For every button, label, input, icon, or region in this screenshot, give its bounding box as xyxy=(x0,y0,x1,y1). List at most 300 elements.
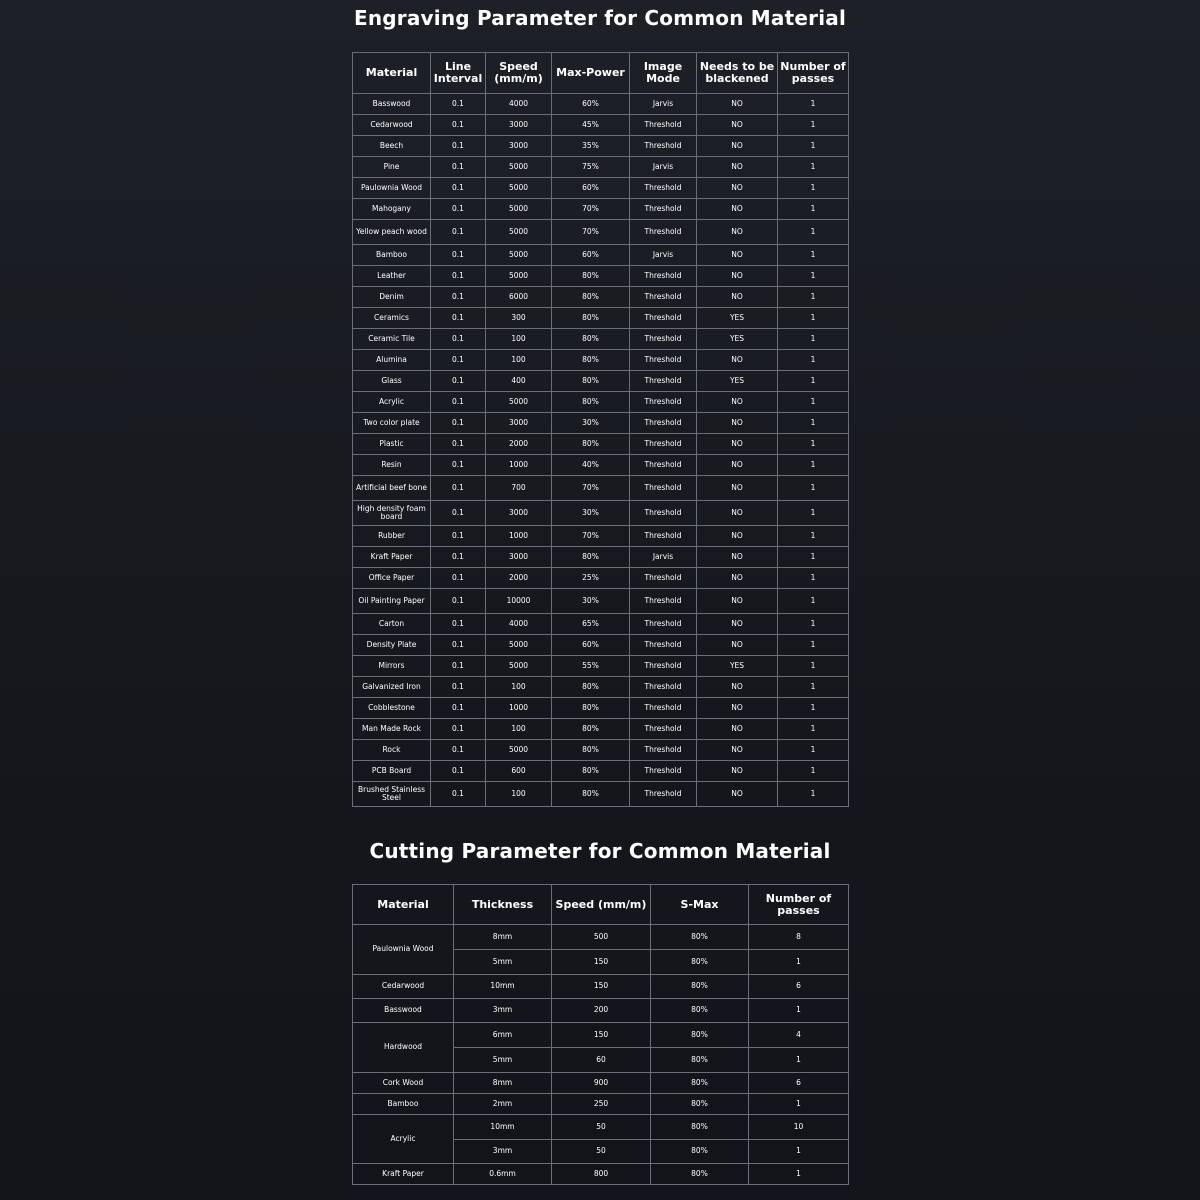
cell-line-interval: 0.1 xyxy=(431,392,486,413)
table-row xyxy=(353,526,849,547)
cell-number-of-passes: 1 xyxy=(778,434,849,455)
cell-number-of-passes: 1 xyxy=(778,266,849,287)
cell-number-of-passes: 1 xyxy=(778,115,849,136)
cell-number-of-passes: 1 xyxy=(778,614,849,635)
cell-material: Glass xyxy=(353,371,431,392)
cell-number-of-passes: 6 xyxy=(749,975,849,999)
cell-max-power: 60% xyxy=(552,178,630,199)
table-row xyxy=(353,614,849,635)
cell-needs-blackened: NO xyxy=(697,455,778,476)
cell-image-mode: Threshold xyxy=(630,656,697,677)
cell-image-mode: Threshold xyxy=(630,740,697,761)
cell-needs-blackened: NO xyxy=(697,115,778,136)
cell-material: Resin xyxy=(353,455,431,476)
cell-max-power: 30% xyxy=(552,589,630,614)
table-row xyxy=(353,568,849,589)
cell-material: Brushed Stainless Steel xyxy=(353,782,431,807)
header-needs-blackened: Needs to be blackened xyxy=(697,53,778,94)
cell-s-max: 80% xyxy=(651,999,749,1023)
cell-speed: 50 xyxy=(552,1115,651,1140)
table-row xyxy=(353,94,849,115)
cell-speed: 5000 xyxy=(486,220,552,245)
cell-thickness: 10mm xyxy=(454,1115,552,1140)
cell-s-max: 80% xyxy=(651,1023,749,1048)
cell-line-interval: 0.1 xyxy=(431,329,486,350)
cell-number-of-passes: 1 xyxy=(778,740,849,761)
cell-speed: 100 xyxy=(486,350,552,371)
cell-line-interval: 0.1 xyxy=(431,635,486,656)
table-row xyxy=(353,245,849,266)
cell-needs-blackened: NO xyxy=(697,245,778,266)
cell-needs-blackened: NO xyxy=(697,392,778,413)
cell-number-of-passes: 1 xyxy=(778,308,849,329)
table-row xyxy=(353,178,849,199)
table-row xyxy=(353,1094,849,1115)
cell-image-mode: Threshold xyxy=(630,761,697,782)
cell-max-power: 80% xyxy=(552,740,630,761)
cell-max-power: 30% xyxy=(552,501,630,526)
table-row xyxy=(353,1023,849,1048)
table-row xyxy=(353,476,849,501)
cell-material: Bamboo xyxy=(353,245,431,266)
cell-s-max: 80% xyxy=(651,1115,749,1140)
cell-number-of-passes: 1 xyxy=(778,245,849,266)
cell-material: Alumina xyxy=(353,350,431,371)
cell-number-of-passes: 1 xyxy=(778,476,849,501)
header-speed: Speed (mm/m) xyxy=(486,53,552,94)
table-row xyxy=(353,975,849,999)
cell-material: Acrylic xyxy=(353,392,431,413)
cell-material: Pine xyxy=(353,157,431,178)
cell-image-mode: Threshold xyxy=(630,329,697,350)
cell-thickness: 10mm xyxy=(454,975,552,999)
cell-max-power: 80% xyxy=(552,350,630,371)
cell-material: Carton xyxy=(353,614,431,635)
table-row xyxy=(353,677,849,698)
cell-speed: 100 xyxy=(486,719,552,740)
cell-max-power: 35% xyxy=(552,136,630,157)
cell-speed: 500 xyxy=(552,925,651,950)
cell-number-of-passes: 1 xyxy=(778,698,849,719)
cell-max-power: 70% xyxy=(552,199,630,220)
cell-s-max: 80% xyxy=(651,1140,749,1164)
cell-needs-blackened: NO xyxy=(697,740,778,761)
cell-material: Galvanized Iron xyxy=(353,677,431,698)
table-row xyxy=(353,220,849,245)
header-s-max: S-Max xyxy=(651,885,749,925)
cell-line-interval: 0.1 xyxy=(431,308,486,329)
cell-number-of-passes: 1 xyxy=(778,287,849,308)
cell-speed: 3000 xyxy=(486,115,552,136)
cell-speed: 5000 xyxy=(486,178,552,199)
cell-speed: 50 xyxy=(552,1140,651,1164)
cell-needs-blackened: NO xyxy=(697,526,778,547)
cell-thickness: 3mm xyxy=(454,1140,552,1164)
header-number-of-passes: Number of passes xyxy=(778,53,849,94)
table-row xyxy=(353,136,849,157)
cell-material: Acrylic xyxy=(353,1115,454,1164)
cell-max-power: 80% xyxy=(552,698,630,719)
cell-image-mode: Threshold xyxy=(630,677,697,698)
cell-number-of-passes: 1 xyxy=(778,350,849,371)
cell-speed: 700 xyxy=(486,476,552,501)
cell-number-of-passes: 1 xyxy=(778,526,849,547)
cell-image-mode: Threshold xyxy=(630,350,697,371)
cell-material: Oil Painting Paper xyxy=(353,589,431,614)
cell-material: Hardwood xyxy=(353,1023,454,1073)
cell-image-mode: Threshold xyxy=(630,136,697,157)
cutting-title: Cutting Parameter for Common Material xyxy=(369,839,831,863)
cell-max-power: 70% xyxy=(552,526,630,547)
cell-needs-blackened: YES xyxy=(697,371,778,392)
cell-max-power: 80% xyxy=(552,782,630,807)
table-row xyxy=(353,698,849,719)
cell-material: Cedarwood xyxy=(353,975,454,999)
cell-line-interval: 0.1 xyxy=(431,413,486,434)
cutting-parameter-table xyxy=(352,884,849,1185)
cell-speed: 150 xyxy=(552,1023,651,1048)
cell-speed: 5000 xyxy=(486,245,552,266)
cell-material: Man Made Rock xyxy=(353,719,431,740)
table-row xyxy=(353,157,849,178)
cell-speed: 150 xyxy=(552,975,651,999)
cell-max-power: 80% xyxy=(552,329,630,350)
cell-number-of-passes: 1 xyxy=(749,950,849,975)
cell-number-of-passes: 1 xyxy=(778,782,849,807)
cell-speed: 900 xyxy=(552,1073,651,1094)
cell-needs-blackened: NO xyxy=(697,266,778,287)
cell-material: Cedarwood xyxy=(353,115,431,136)
table-row xyxy=(353,308,849,329)
cell-speed: 2000 xyxy=(486,434,552,455)
cell-number-of-passes: 1 xyxy=(778,455,849,476)
cell-needs-blackened: NO xyxy=(697,157,778,178)
cell-number-of-passes: 1 xyxy=(778,178,849,199)
cell-s-max: 80% xyxy=(651,975,749,999)
cell-needs-blackened: NO xyxy=(697,782,778,807)
cell-line-interval: 0.1 xyxy=(431,501,486,526)
cell-line-interval: 0.1 xyxy=(431,526,486,547)
cell-max-power: 60% xyxy=(552,94,630,115)
cell-number-of-passes: 1 xyxy=(778,677,849,698)
cell-number-of-passes: 1 xyxy=(749,1164,849,1185)
cell-material: Paulownia Wood xyxy=(353,925,454,975)
cell-number-of-passes: 1 xyxy=(778,568,849,589)
cell-material: High density foam board xyxy=(353,501,431,526)
cell-image-mode: Jarvis xyxy=(630,157,697,178)
cell-number-of-passes: 1 xyxy=(778,547,849,568)
cell-speed: 5000 xyxy=(486,199,552,220)
cell-number-of-passes: 1 xyxy=(778,413,849,434)
cell-line-interval: 0.1 xyxy=(431,371,486,392)
cell-image-mode: Threshold xyxy=(630,178,697,199)
header-thickness: Thickness xyxy=(454,885,552,925)
table-row xyxy=(353,329,849,350)
cell-max-power: 60% xyxy=(552,635,630,656)
cell-material: Cork Wood xyxy=(353,1073,454,1094)
cell-material: Kraft Paper xyxy=(353,547,431,568)
cell-line-interval: 0.1 xyxy=(431,589,486,614)
cell-image-mode: Threshold xyxy=(630,526,697,547)
table-row xyxy=(353,392,849,413)
table-row xyxy=(353,350,849,371)
cell-max-power: 80% xyxy=(552,287,630,308)
cell-material: Ceramic Tile xyxy=(353,329,431,350)
cell-needs-blackened: NO xyxy=(697,501,778,526)
cell-number-of-passes: 1 xyxy=(778,94,849,115)
cell-max-power: 80% xyxy=(552,266,630,287)
cell-number-of-passes: 8 xyxy=(749,925,849,950)
cell-number-of-passes: 1 xyxy=(778,501,849,526)
table-row xyxy=(353,434,849,455)
cell-needs-blackened: NO xyxy=(697,761,778,782)
cell-material: Rubber xyxy=(353,526,431,547)
cell-speed: 2000 xyxy=(486,568,552,589)
cell-max-power: 70% xyxy=(552,476,630,501)
cell-needs-blackened: NO xyxy=(697,136,778,157)
cell-speed: 300 xyxy=(486,308,552,329)
cell-needs-blackened: NO xyxy=(697,719,778,740)
cell-material: Two color plate xyxy=(353,413,431,434)
header-speed: Speed (mm/m) xyxy=(552,885,651,925)
header-number-of-passes: Number of passes xyxy=(749,885,849,925)
table-row xyxy=(353,1164,849,1185)
header-material: Material xyxy=(353,885,454,925)
cell-speed: 1000 xyxy=(486,455,552,476)
cell-speed: 3000 xyxy=(486,136,552,157)
cell-thickness: 8mm xyxy=(454,925,552,950)
cell-speed: 100 xyxy=(486,329,552,350)
table-row xyxy=(353,266,849,287)
cell-speed: 6000 xyxy=(486,287,552,308)
cell-s-max: 80% xyxy=(651,1164,749,1185)
cell-max-power: 30% xyxy=(552,413,630,434)
cell-needs-blackened: NO xyxy=(697,220,778,245)
cell-speed: 5000 xyxy=(486,635,552,656)
cell-material: PCB Board xyxy=(353,761,431,782)
cell-image-mode: Jarvis xyxy=(630,245,697,266)
cell-needs-blackened: YES xyxy=(697,329,778,350)
cell-line-interval: 0.1 xyxy=(431,761,486,782)
cell-line-interval: 0.1 xyxy=(431,94,486,115)
cell-image-mode: Threshold xyxy=(630,698,697,719)
cell-max-power: 80% xyxy=(552,308,630,329)
cell-line-interval: 0.1 xyxy=(431,136,486,157)
cell-speed: 800 xyxy=(552,1164,651,1185)
cell-image-mode: Threshold xyxy=(630,455,697,476)
cell-line-interval: 0.1 xyxy=(431,266,486,287)
cell-speed: 4000 xyxy=(486,94,552,115)
cell-speed: 5000 xyxy=(486,392,552,413)
cell-thickness: 3mm xyxy=(454,999,552,1023)
cell-max-power: 45% xyxy=(552,115,630,136)
table-row xyxy=(353,925,849,950)
cell-material: Mahogany xyxy=(353,199,431,220)
cell-speed: 5000 xyxy=(486,656,552,677)
cell-number-of-passes: 1 xyxy=(778,136,849,157)
cell-needs-blackened: NO xyxy=(697,568,778,589)
table-row xyxy=(353,589,849,614)
cutting-header-row xyxy=(353,885,849,925)
cell-material: Cobblestone xyxy=(353,698,431,719)
cell-material: Rock xyxy=(353,740,431,761)
cell-speed: 60 xyxy=(552,1048,651,1073)
cell-max-power: 80% xyxy=(552,761,630,782)
cell-image-mode: Threshold xyxy=(630,476,697,501)
cell-speed: 1000 xyxy=(486,526,552,547)
cell-image-mode: Threshold xyxy=(630,589,697,614)
cell-speed: 600 xyxy=(486,761,552,782)
cell-line-interval: 0.1 xyxy=(431,157,486,178)
header-line-interval: Line Interval xyxy=(431,53,486,94)
cell-line-interval: 0.1 xyxy=(431,350,486,371)
table-row xyxy=(353,761,849,782)
table-row xyxy=(353,782,849,807)
table-row xyxy=(353,1073,849,1094)
cell-speed: 200 xyxy=(552,999,651,1023)
cell-max-power: 40% xyxy=(552,455,630,476)
cell-needs-blackened: NO xyxy=(697,677,778,698)
cell-max-power: 80% xyxy=(552,371,630,392)
cell-speed: 150 xyxy=(552,950,651,975)
cell-speed: 250 xyxy=(552,1094,651,1115)
cell-material: Density Plate xyxy=(353,635,431,656)
cell-line-interval: 0.1 xyxy=(431,614,486,635)
cell-image-mode: Threshold xyxy=(630,782,697,807)
cell-line-interval: 0.1 xyxy=(431,677,486,698)
cell-needs-blackened: YES xyxy=(697,308,778,329)
cell-s-max: 80% xyxy=(651,950,749,975)
cell-number-of-passes: 6 xyxy=(749,1073,849,1094)
cell-material: Plastic xyxy=(353,434,431,455)
cell-max-power: 25% xyxy=(552,568,630,589)
cell-number-of-passes: 4 xyxy=(749,1023,849,1048)
cell-line-interval: 0.1 xyxy=(431,199,486,220)
table-row xyxy=(353,501,849,526)
cell-image-mode: Threshold xyxy=(630,413,697,434)
cell-image-mode: Threshold xyxy=(630,115,697,136)
cell-material: Basswood xyxy=(353,94,431,115)
cell-material: Leather xyxy=(353,266,431,287)
cell-number-of-passes: 1 xyxy=(749,1048,849,1073)
table-row xyxy=(353,719,849,740)
cell-image-mode: Jarvis xyxy=(630,94,697,115)
cell-speed: 100 xyxy=(486,782,552,807)
cell-number-of-passes: 1 xyxy=(749,999,849,1023)
cell-line-interval: 0.1 xyxy=(431,547,486,568)
table-row xyxy=(353,199,849,220)
cell-thickness: 5mm xyxy=(454,1048,552,1073)
cell-needs-blackened: NO xyxy=(697,287,778,308)
cell-material: Beech xyxy=(353,136,431,157)
cell-line-interval: 0.1 xyxy=(431,455,486,476)
cell-number-of-passes: 1 xyxy=(778,371,849,392)
cell-image-mode: Threshold xyxy=(630,614,697,635)
cell-image-mode: Threshold xyxy=(630,568,697,589)
cell-number-of-passes: 1 xyxy=(778,157,849,178)
cell-image-mode: Threshold xyxy=(630,434,697,455)
cell-speed: 5000 xyxy=(486,157,552,178)
cell-max-power: 80% xyxy=(552,719,630,740)
cell-number-of-passes: 1 xyxy=(778,656,849,677)
cell-line-interval: 0.1 xyxy=(431,719,486,740)
cell-speed: 10000 xyxy=(486,589,552,614)
header-image-mode: Image Mode xyxy=(630,53,697,94)
cell-needs-blackened: NO xyxy=(697,698,778,719)
cell-speed: 5000 xyxy=(486,740,552,761)
table-row xyxy=(353,999,849,1023)
table-row xyxy=(353,740,849,761)
header-max-power: Max-Power xyxy=(552,53,630,94)
cell-speed: 1000 xyxy=(486,698,552,719)
cell-speed: 5000 xyxy=(486,266,552,287)
cell-number-of-passes: 1 xyxy=(778,329,849,350)
cell-material: Denim xyxy=(353,287,431,308)
cell-image-mode: Threshold xyxy=(630,199,697,220)
cell-material: Mirrors xyxy=(353,656,431,677)
cell-needs-blackened: NO xyxy=(697,614,778,635)
table-row xyxy=(353,547,849,568)
cell-needs-blackened: NO xyxy=(697,434,778,455)
cell-number-of-passes: 1 xyxy=(778,392,849,413)
cell-s-max: 80% xyxy=(651,925,749,950)
cell-s-max: 80% xyxy=(651,1073,749,1094)
cell-number-of-passes: 1 xyxy=(778,761,849,782)
cell-number-of-passes: 1 xyxy=(778,220,849,245)
cell-line-interval: 0.1 xyxy=(431,656,486,677)
cell-line-interval: 0.1 xyxy=(431,698,486,719)
cell-line-interval: 0.1 xyxy=(431,782,486,807)
table-row xyxy=(353,635,849,656)
cell-image-mode: Threshold xyxy=(630,501,697,526)
cell-line-interval: 0.1 xyxy=(431,115,486,136)
cell-material: Artificial beef bone xyxy=(353,476,431,501)
cell-number-of-passes: 1 xyxy=(778,719,849,740)
cell-line-interval: 0.1 xyxy=(431,220,486,245)
cell-line-interval: 0.1 xyxy=(431,245,486,266)
engraving-header-row xyxy=(353,53,849,94)
cell-line-interval: 0.1 xyxy=(431,434,486,455)
cell-max-power: 80% xyxy=(552,434,630,455)
cell-thickness: 8mm xyxy=(454,1073,552,1094)
cell-image-mode: Threshold xyxy=(630,719,697,740)
cell-needs-blackened: NO xyxy=(697,547,778,568)
cell-line-interval: 0.1 xyxy=(431,476,486,501)
cell-number-of-passes: 10 xyxy=(749,1115,849,1140)
cell-thickness: 5mm xyxy=(454,950,552,975)
cell-max-power: 65% xyxy=(552,614,630,635)
cell-thickness: 6mm xyxy=(454,1023,552,1048)
cell-needs-blackened: NO xyxy=(697,94,778,115)
cell-material: Office Paper xyxy=(353,568,431,589)
cell-speed: 4000 xyxy=(486,614,552,635)
cell-speed: 400 xyxy=(486,371,552,392)
cell-speed: 100 xyxy=(486,677,552,698)
cell-image-mode: Threshold xyxy=(630,635,697,656)
cell-needs-blackened: NO xyxy=(697,476,778,501)
cell-needs-blackened: NO xyxy=(697,589,778,614)
cell-material: Kraft Paper xyxy=(353,1164,454,1185)
cell-max-power: 55% xyxy=(552,656,630,677)
cell-number-of-passes: 1 xyxy=(749,1094,849,1115)
table-row xyxy=(353,287,849,308)
cell-material: Yellow peach wood xyxy=(353,220,431,245)
cell-needs-blackened: NO xyxy=(697,635,778,656)
cell-number-of-passes: 1 xyxy=(778,635,849,656)
cell-speed: 3000 xyxy=(486,413,552,434)
cell-speed: 3000 xyxy=(486,501,552,526)
cell-image-mode: Jarvis xyxy=(630,547,697,568)
